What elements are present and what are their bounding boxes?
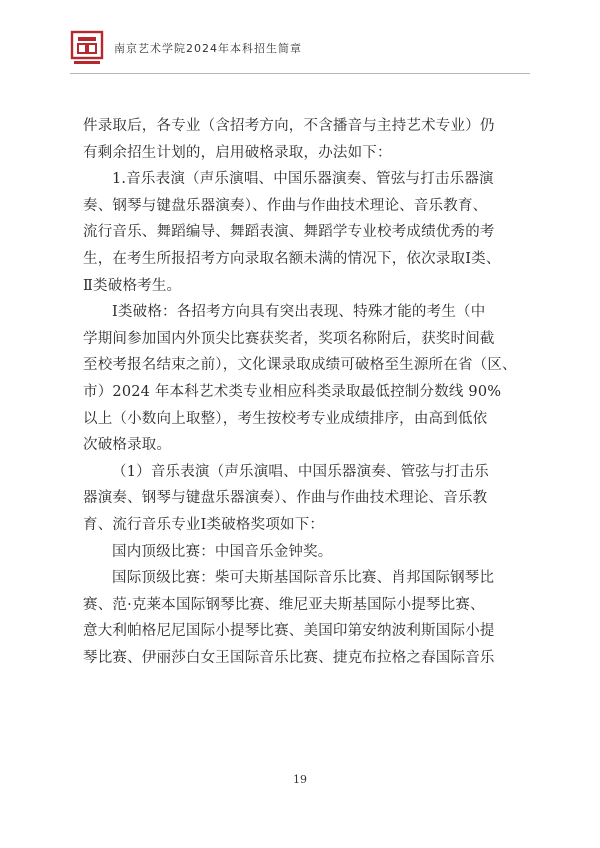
- body-text: [83, 113, 517, 671]
- text-line: 1.音乐表演（声乐演唱、中国乐器演奏、管弦与打击乐器演: [112, 171, 494, 188]
- text-line: 件录取后，各专业（含招考方向，不含播音与主持艺术专业）仍: [83, 118, 495, 134]
- text-line: 至校考报名结束之前），文化课录取成绩可破格至生源所在省（区、: [83, 357, 517, 374]
- page-header: [70, 30, 530, 70]
- text-line: 意大利帕格尼尼国际小提琴比赛、美国印第安纳波利斯国际小提: [83, 623, 495, 640]
- text-line: Ⅱ类破格考生。: [83, 277, 182, 294]
- text-line: 学期间参加国内外顶尖比赛获奖者，奖项名称附后，获奖时间截: [83, 330, 495, 347]
- header-title: 南京艺术学院2024年本科招生简章: [114, 42, 302, 55]
- university-logo-icon: [70, 30, 106, 68]
- text-line: 有剩余招生计划的，启用破格录取，办法如下：: [83, 144, 392, 161]
- text-line: 次破格录取。: [83, 437, 172, 454]
- text-line: 赛、范·克莱本国际钢琴比赛、维尼亚夫斯基国际小提琴比赛、: [83, 596, 485, 613]
- text-line: 琴比赛、伊丽莎白女王国际音乐比赛、捷克布拉格之春国际音乐: [83, 649, 495, 666]
- text-line: 国内顶级比赛：中国音乐金钟奖。: [112, 543, 333, 560]
- text-line: Ⅰ类破格：各招考方向具有突出表现、特殊才能的考生（中: [112, 304, 486, 321]
- text-line: 流行音乐、舞蹈编导、舞蹈表演、舞蹈学专业校考成绩优秀的考: [83, 224, 495, 241]
- text-line: 器演奏、钢琴与键盘乐器演奏）、作曲与作曲技术理论、音乐教: [83, 490, 488, 507]
- text-line: 国际顶级比赛：柴可夫斯基国际音乐比赛、肖邦国际钢琴比: [112, 570, 495, 587]
- text-line: （1）音乐表演（声乐演唱、中国乐器演奏、管弦与打击乐: [112, 463, 489, 480]
- header-divider: [70, 73, 530, 74]
- text-line: 市）2024 年本科艺术类专业相应科类录取最低控制分数线 90%: [83, 383, 502, 400]
- text-line: 育、流行音乐专业Ⅰ类破格奖项如下：: [83, 516, 325, 533]
- text-line: 生，在考生所报招考方向录取名额未满的情况下，依次录取Ⅰ类、: [83, 250, 501, 267]
- text-line: 以上（小数向上取整），考生按校考专业成绩排序，由高到低依: [83, 410, 488, 427]
- text-line: 奏、钢琴与键盘乐器演奏）、作曲与作曲技术理论、音乐教育、: [83, 197, 488, 214]
- page-number: 19: [293, 773, 307, 786]
